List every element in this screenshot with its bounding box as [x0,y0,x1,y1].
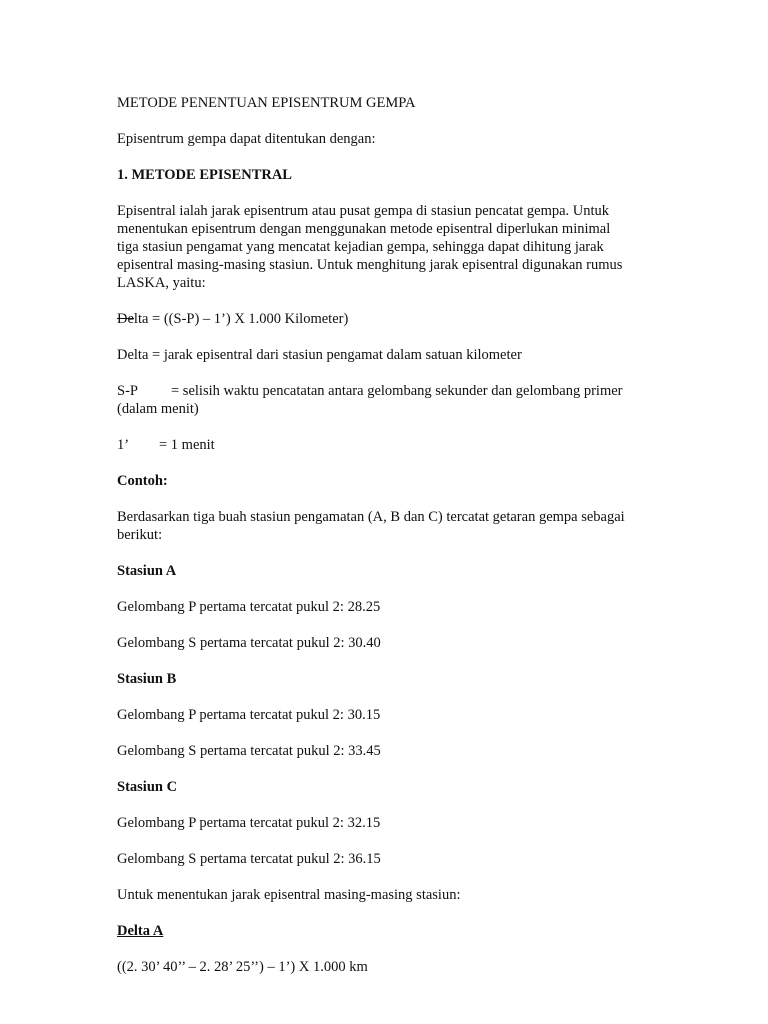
formula-symbol-struck: De [117,311,134,327]
station-p-reading: Gelombang P pertama tercatat pukul 2: 28.25 [117,599,381,615]
paragraph-line: tiga stasiun pengamat yang mencatat kejadian gempa, sehingga dapat dihitung jarak [117,239,604,255]
definition-delta: Delta = jarak episentral dari stasiun pengamat dalam satuan kilometer [117,347,522,363]
definition-one-minute [117,436,215,454]
formula-expression: = ((S-P) – 1’) X 1.000 Kilometer) [148,311,349,327]
intro-text: Episentrum gempa dapat ditentukan dengan: [117,131,376,147]
definition-sp-desc-cont: (dalam menit) [117,401,199,417]
station-s-reading: Gelombang S pertama tercatat pukul 2: 30.40 [117,635,381,651]
formula-line [117,310,348,328]
definition-sp [117,382,622,400]
example-text-line: berikut: [117,527,163,543]
definition-one-term: 1’ [117,437,130,453]
station-p-reading: Gelombang P pertama tercatat pukul 2: 30.15 [117,707,381,723]
section-heading-episentral: 1. METODE EPISENTRAL [117,167,292,183]
paragraph-line: Episentral ialah jarak episentrum atau pusat gempa di stasiun pencatat gempa. Untuk [117,203,610,219]
example-heading: Contoh: [117,473,168,489]
paragraph-line: menentukan episentrum dengan menggunakan metode episentral diperlukan minimal [117,221,611,237]
example-text-line: Berdasarkan tiga buah stasiun pengamatan (A, B dan C) tercatat getaran gempa sebagai [117,509,625,525]
delta-a-heading: Delta A [117,923,164,939]
station-heading: Stasiun B [117,671,177,687]
document-title: METODE PENENTUAN EPISENTRUM GEMPA [117,95,416,111]
station-heading: Stasiun C [117,779,178,795]
definition-sp-desc: = selisih waktu pencatatan antara gelombang sekunder dan gelombang primer [171,383,623,399]
paragraph-line: episentral masing-masing stasiun. Untuk menghitung jarak episentral digunakan rumus [117,257,623,273]
conclusion-text: Untuk menentukan jarak episentral masing-masing stasiun: [117,887,461,903]
station-p-reading: Gelombang P pertama tercatat pukul 2: 32.15 [117,815,381,831]
station-s-reading: Gelombang S pertama tercatat pukul 2: 36.15 [117,851,381,867]
station-s-reading: Gelombang S pertama tercatat pukul 2: 33.45 [117,743,381,759]
definition-sp-term: S-P [117,383,138,399]
delta-a-formula: ((2. 30’ 40’’ – 2. 28’ 25’’) – 1’) X 1.000 km [117,959,368,975]
formula-symbol-rest: lta [133,311,149,327]
station-heading: Stasiun A [117,563,177,579]
paragraph-line: LASKA, yaitu: [117,275,206,291]
definition-one-desc: = 1 menit [159,437,215,453]
